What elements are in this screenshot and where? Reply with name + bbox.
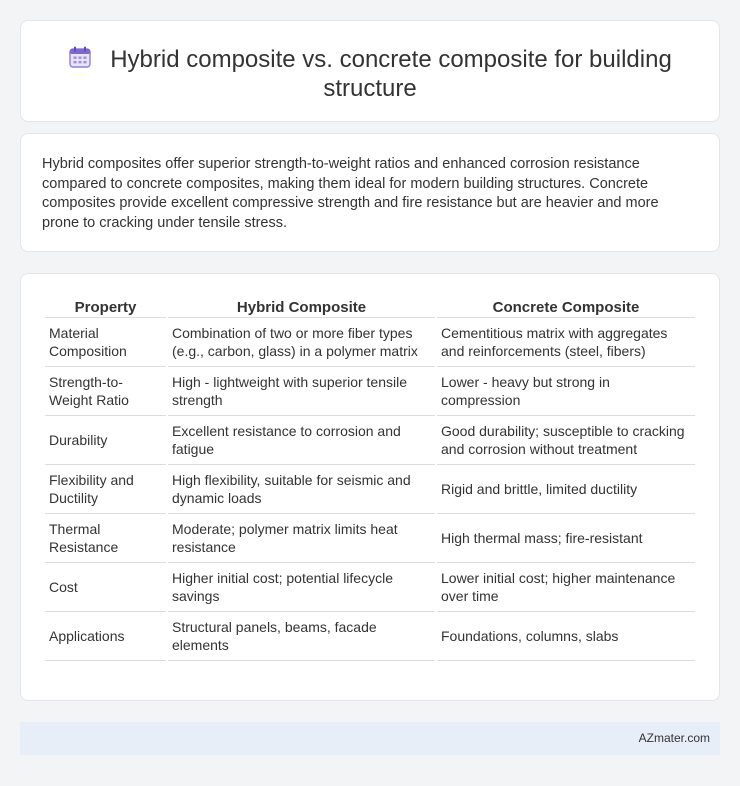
header-hybrid-composite: Hybrid Composite [168, 296, 435, 318]
page-title [21, 45, 719, 103]
header-property: Property [45, 296, 166, 318]
concrete-cell: High thermal mass; fire-resistant [437, 514, 695, 563]
concrete-cell: Good durability; susceptible to cracking and corrosion without treatment [437, 416, 695, 465]
title-card [20, 20, 720, 122]
title-text: Hybrid composite vs. concrete composite for building structure [110, 46, 672, 102]
hybrid-cell: Higher initial cost; potential lifecycle savings [168, 563, 435, 612]
footer-bar [20, 722, 720, 755]
table-row [45, 367, 695, 416]
property-cell: Material Composition [45, 318, 166, 367]
footer-site-link[interactable]: AZmater.com [638, 731, 710, 745]
summary-text: Hybrid composites offer superior strength-to-weight ratios and enhanced corrosion resistance compared to concrete composites, making them ideal for modern building structures. Concrete composites provide excellent compressive strength and fire resistance but are heavier and more prone to cracking under tensile stress. [42, 156, 659, 231]
table-row [45, 416, 695, 465]
property-cell: Strength-to-Weight Ratio [45, 367, 166, 416]
table-row [45, 514, 695, 563]
hybrid-cell: Combination of two or more fiber types (e.g., carbon, glass) in a polymer matrix [168, 318, 435, 367]
table-row [45, 563, 695, 612]
table-header-row [45, 296, 695, 318]
concrete-cell: Lower initial cost; higher maintenance over time [437, 563, 695, 612]
concrete-cell: Rigid and brittle, limited ductility [437, 465, 695, 514]
property-cell: Applications [45, 612, 166, 661]
hybrid-cell: Moderate; polymer matrix limits heat resistance [168, 514, 435, 563]
comparison-table-card [20, 273, 720, 701]
property-cell: Thermal Resistance [45, 514, 166, 563]
hybrid-cell: Structural panels, beams, facade elements [168, 612, 435, 661]
concrete-cell: Lower - heavy but strong in compression [437, 367, 695, 416]
summary-card [20, 133, 720, 252]
property-cell: Cost [45, 563, 166, 612]
table-row [45, 465, 695, 514]
calendar-icon [68, 45, 92, 69]
hybrid-cell: Excellent resistance to corrosion and fatigue [168, 416, 435, 465]
header-concrete-composite: Concrete Composite [437, 296, 695, 318]
table-row [45, 318, 695, 367]
property-cell: Flexibility and Ductility [45, 465, 166, 514]
hybrid-cell: High flexibility, suitable for seismic and dynamic loads [168, 465, 435, 514]
comparison-table [43, 296, 697, 661]
concrete-cell: Foundations, columns, slabs [437, 612, 695, 661]
property-cell: Durability [45, 416, 166, 465]
table-row [45, 612, 695, 661]
hybrid-cell: High - lightweight with superior tensile strength [168, 367, 435, 416]
concrete-cell: Cementitious matrix with aggregates and reinforcements (steel, fibers) [437, 318, 695, 367]
